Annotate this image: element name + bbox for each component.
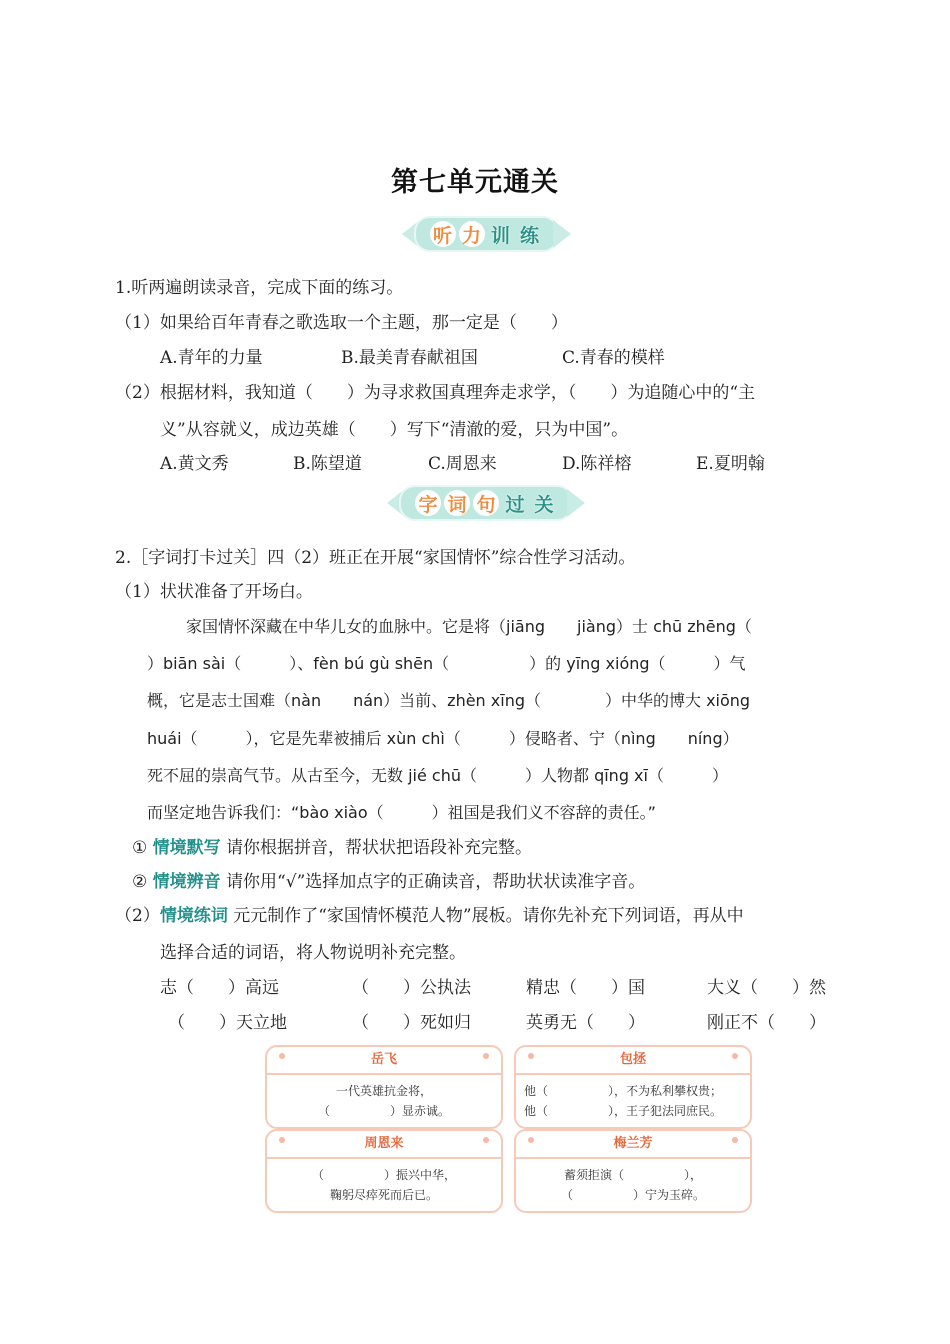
option: E.夏明翰 [696,454,765,474]
card-line: 一代英雄抗金将， [335,1084,432,1098]
task-keyword: 情境练词 [159,906,228,926]
task-number: ① [132,838,148,858]
banner-char: 听 [430,221,456,247]
section-banner-listening [380,216,592,252]
task-1 [132,836,532,860]
task-keyword: 情境辨音 [152,872,221,892]
dot-icon [732,1053,738,1059]
word-blank: 大义（ ）然 [707,978,826,998]
card-line: 鞠躬尽瘁死而后已。 [329,1188,438,1202]
passage-line: 概，它是志士国难（nàn nán）当前、zhèn xīng（ ）中华的博大 xiōng [147,691,751,710]
card-line: （ ）振兴中华， [311,1168,456,1182]
option: A.青年的力量 [160,348,263,368]
dot-icon [528,1053,534,1059]
dot-icon [279,1137,285,1143]
passage-line: huái（ ），它是先辈被捕后 xùn chì（ ）侵略者、宁（nìng níng） [147,729,739,748]
banner-arrow-right-icon [567,489,585,517]
question-2-part-1: （1）状状准备了开场白。 [115,582,313,602]
option: D.陈祥榕 [562,454,632,474]
word-blank: 英勇无（ ） [526,1013,645,1033]
dot-icon [483,1053,489,1059]
question-1-part-2-line-2: 义”从容就义，成边英雄（ ）写下“清澈的爱，只为中国”。 [160,420,629,440]
question-2-stem: 2.［字词打卡过关］四（2）班正在开展“家国情怀”综合性学习活动。 [115,548,636,568]
card-title: 岳飞 [370,1052,397,1067]
card-bao-zheng [514,1045,752,1129]
option: B.陈望道 [293,454,362,474]
passage-line: 而坚定地告诉我们：“bào xiào（ ）祖国是我们义不容辞的责任。” [147,803,656,822]
word-blank: 刚正不（ ） [707,1013,826,1033]
dot-icon [279,1053,285,1059]
task-2 [132,870,645,894]
card-zhou-enlai [265,1129,503,1213]
banner-arrow-right-icon [553,220,571,248]
dot-icon [528,1137,534,1143]
question-1-stem: 1.听两遍朗读录音，完成下面的练习。 [115,278,404,298]
word-blank: 志（ ）高远 [160,978,279,998]
passage-line: 死不屈的崇高气节。从古至今，无数 jié chū（ ）人物都 qīng xī（ ） [147,766,728,785]
task-keyword: 情境默写 [152,838,221,858]
card-mei-lanfang [514,1129,752,1213]
section-banner-words [370,485,602,521]
card-line: 他（ ），王子犯法同庶民。 [524,1104,723,1118]
word-blank: 精忠（ ）国 [526,978,645,998]
dot-icon [732,1137,738,1143]
dot-icon [483,1137,489,1143]
option: C.青春的模样 [562,348,665,368]
banner-char: 过 [505,493,525,516]
banner-char: 字 [415,490,441,516]
part-number: （2） [115,906,160,926]
word-blank: （ ）公执法 [352,978,471,998]
option: B.最美青春献祖国 [341,348,478,368]
question-1-part-1: （1）如果给百年青春之歌选取一个主题，那一定是（ ） [115,313,568,333]
banner-char: 训 [490,224,510,247]
word-blank: （ ）天立地 [168,1013,287,1033]
card-line: （ ）宁为玉碎。 [560,1188,705,1202]
part-text: 元元制作了“家国情怀模范人物”展板。请你先补充下列词语，再从中 [233,906,744,926]
option: C.周恩来 [428,454,497,474]
question-2-part-2-line-2: 选择合适的词语，将人物说明补充完整。 [160,943,466,963]
card-title: 包拯 [619,1052,646,1067]
task-number: ② [132,872,148,892]
card-line: （ ）显赤诚。 [317,1104,450,1118]
banner-char: 句 [473,490,499,516]
card-line: 蓄须拒演（ ）， [563,1168,702,1182]
passage-line: ）biān sài（ ）、fèn bú gù shēn（ ）的 yīng xióng（ ）气 [147,654,746,673]
question-1-part-2-line-1: （2）根据材料，我知道（ ）为寻求救国真理奔走求学，（ ）为追随心中的“主 [115,383,756,403]
card-line: 他（ ），不为私利攀权贵； [524,1084,723,1098]
word-blank: （ ）死如归 [352,1013,471,1033]
banner-char: 练 [519,224,539,247]
question-2-part-2 [115,904,744,928]
banner-char: 力 [459,221,485,247]
task-text: 请你根据拼音，帮状状把语段补充完整。 [226,838,533,858]
card-title: 梅兰芳 [613,1136,653,1151]
passage-line: 家国情怀深藏在中华儿女的血脉中。它是将（jiāng jiàng）士 chū zhēng（ [186,617,752,636]
option: A.黄文秀 [160,454,229,474]
card-title: 周恩来 [364,1136,404,1151]
banner-char: 词 [444,490,470,516]
card-yue-fei [265,1045,503,1129]
page-title: 第七单元通关 [391,167,559,198]
task-text: 请你用“√”选择加点字的正确读音，帮助状状读准字音。 [226,872,646,892]
banner-char: 关 [534,493,554,516]
